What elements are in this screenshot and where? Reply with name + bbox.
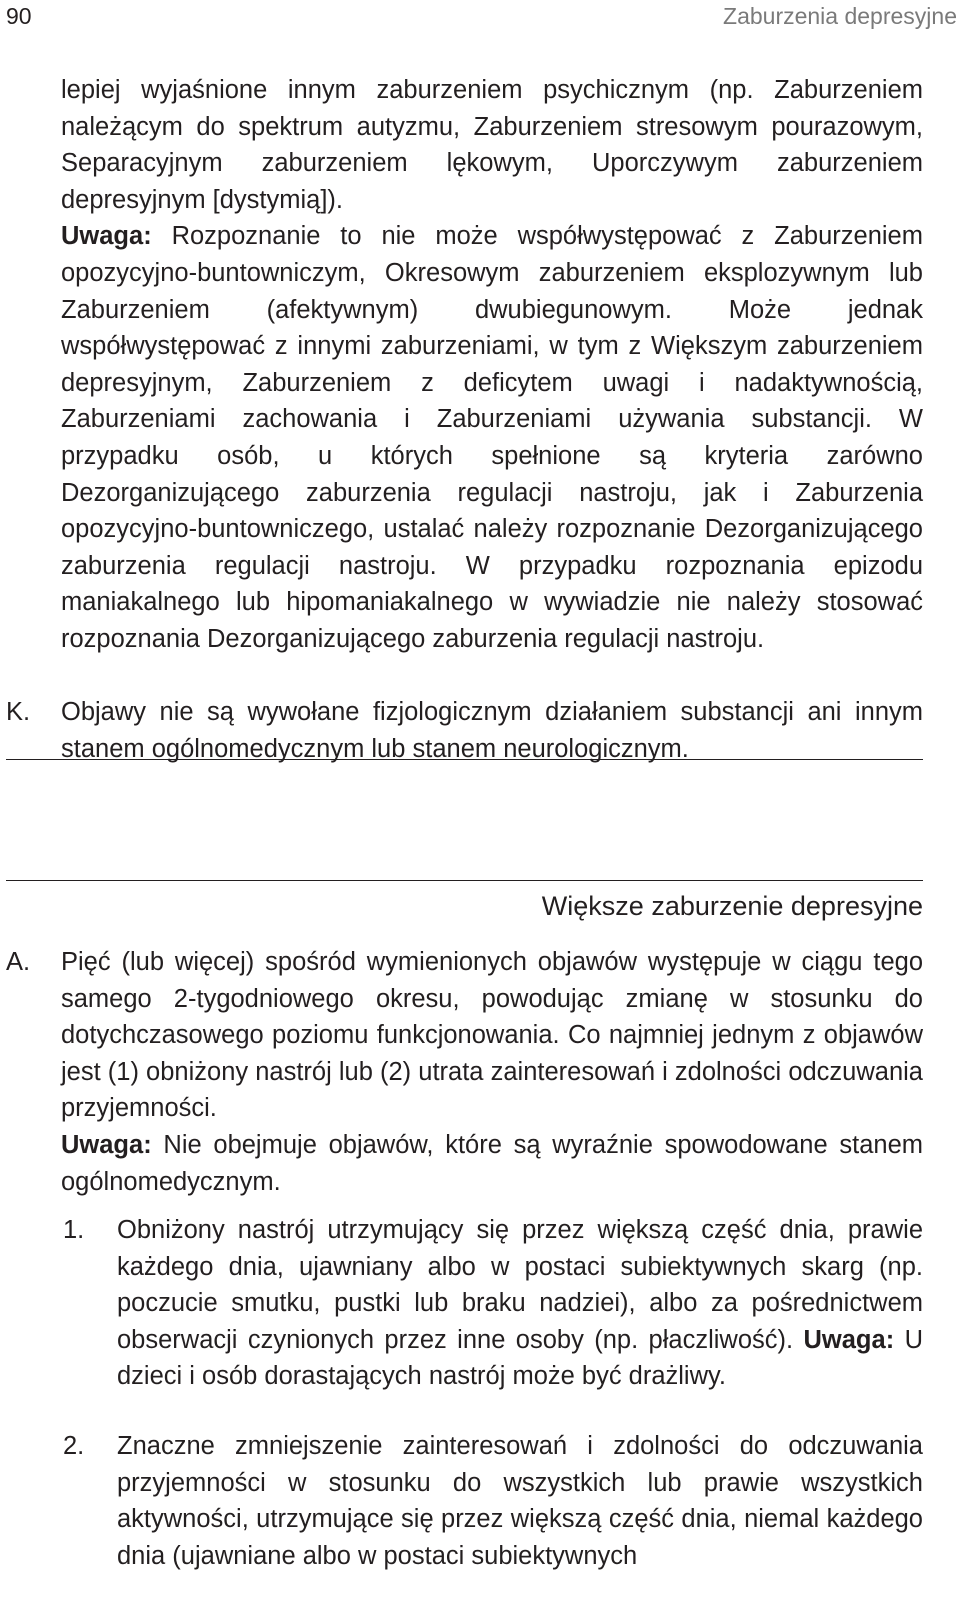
list-item-number: 2. (63, 1432, 85, 1460)
criterion-a-text: Pięć (lub więcej) spośród wymienionych objawów występuje w ciągu tego samego 2-tygodniowego okresu, powodując zmianę w stosunku do dotychczasowego poziomu funkcjonowania. Co najmniej jednym z objawów jest (1) obniżony nastrój lub (2) utrata zainteresowań i zdolności odczuwania przyjemności. (61, 948, 923, 1123)
section-divider (6, 759, 923, 760)
list-item-text: Znaczne zmniejszenie zainteresowań i zdolności do odczuwania przyjemności w stosunku do wszystkich lub prawie wszystkich aktywności, utrzymujące się przez większą część dnia, niemal każdego dnia (ujawniane albo w postaci subiektywnych (117, 1432, 923, 1570)
note-text: Rozpoznanie to nie może współwystępować z Zaburzeniem opozycyjno-buntowniczym, Okresowym zaburzeniem eksplozywnym lub Zaburzeniem (afektywnym) dwubiegunowym. Może jednak współwystępować z innymi zaburzeniami, w tym z Większym zaburzeniem depresyjnym, Zaburzeniem z deficytem uwagi i nadaktywnością, Zaburzeniami zachowania i Zaburzeniami używania substancji. W przypadku osób, u których spełnione są kryteria zarówno Dezorganizującego zaburzenia regulacji nastroju, jak i Zaburzenia opozycyjno-buntowniczego, ustalać należy rozpoznanie Dezorganizującego zaburzenia regulacji nastroju. W przypadku rozpoznania epizodu maniakalnego lub hipomaniakalnego w wywiadzie nie należy stosować rozpoznania Dezorganizującego zaburzenia regulacji nastroju. (61, 222, 923, 653)
continuation-paragraph (61, 72, 923, 658)
running-head: Zaburzenia depresyjne (723, 3, 957, 29)
note-label: Uwaga: (61, 1130, 152, 1159)
list-item (117, 1212, 923, 1395)
page-number: 90 (6, 3, 32, 29)
note-label: Uwaga: (61, 222, 152, 251)
criterion-k-text: Objawy nie są wywołane fizjologicznym działaniem substancji ani innym stanem ogólnomedycznym lub stanem neurologicznym. (61, 698, 923, 763)
criterion-a-paragraph (61, 944, 923, 1200)
section-title: Większe zaburzenie depresyjne (541, 891, 923, 921)
criterion-marker-a: A. (6, 948, 31, 976)
criterion-marker-k: K. (6, 698, 31, 726)
note-label: Uwaga: (803, 1325, 895, 1354)
list-item-number: 1. (63, 1216, 85, 1244)
note-text: Nie obejmuje objawów, które są wyraźnie spowodowane stanem ogólnomedycznym. (61, 1130, 923, 1196)
list-item (117, 1428, 923, 1574)
note-text: U dzieci i osób dorastających nastrój może być drażliwy. (117, 1325, 924, 1391)
continuation-text: lepiej wyjaśnione innym zaburzeniem psychicznym (np. Zaburzeniem należącym do spektrum autyzmu, Zaburzeniem stresowym pourazowym, Separacyjnym zaburzeniem lękowym, Uporczywym zaburzeniem depresyjnym [dystymią]). (61, 76, 923, 214)
list-item-text: Obniżony nastrój utrzymujący się przez większą część dnia, prawie każdego dnia, ujawniany albo w postaci subiektywnych skarg (np. poczucie smutku, pustki lub braku nadziei), albo za pośrednictwem obserwacji czynionych przez inne osoby (np. płaczliwość). (117, 1216, 923, 1354)
section-divider (6, 880, 923, 881)
